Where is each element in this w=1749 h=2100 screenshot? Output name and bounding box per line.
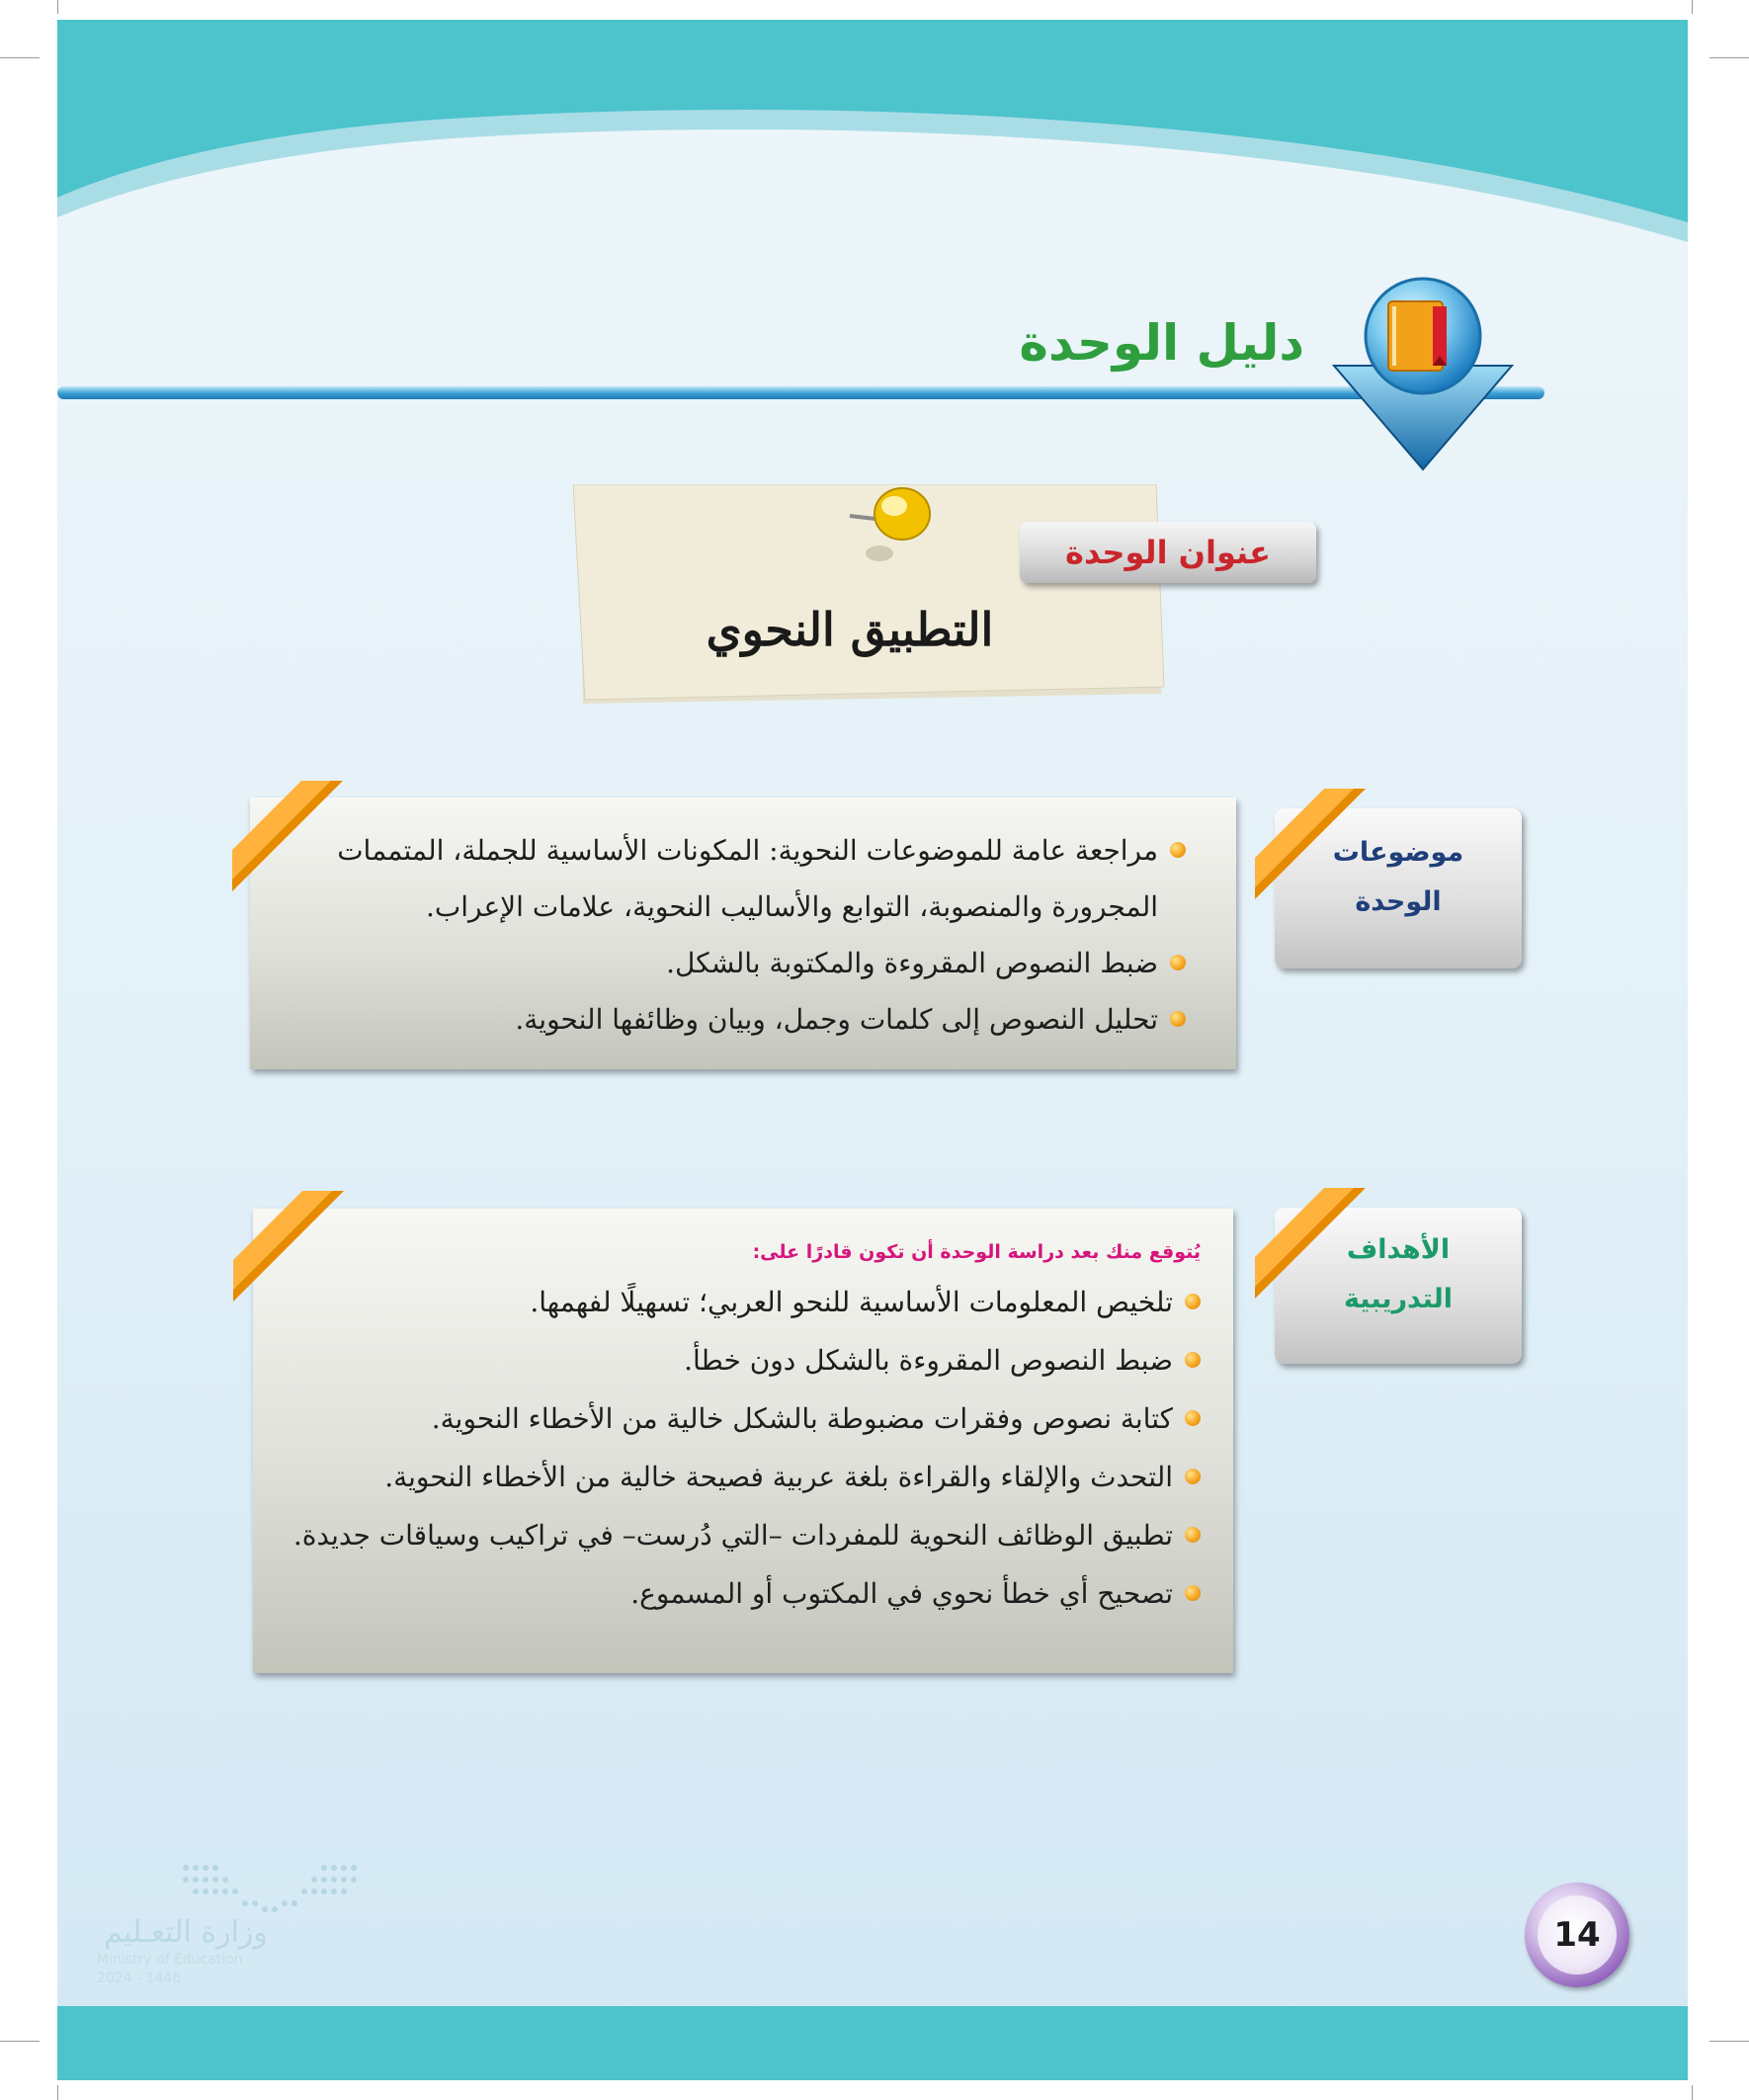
ribbon-corner [1255, 789, 1374, 907]
crop-mark [1709, 57, 1749, 58]
ribbon-corner [1255, 1188, 1374, 1306]
crop-mark [1709, 2041, 1749, 2042]
topics-label-line1: موضوعات [1332, 837, 1464, 868]
list-item [287, 1448, 1201, 1506]
list-item [287, 1331, 1201, 1389]
crop-mark [0, 2041, 40, 2042]
bullet-icon [1185, 1527, 1201, 1543]
objectives-label-line1: الأهداف [1346, 1234, 1451, 1265]
list-item [287, 1564, 1201, 1623]
list-item [287, 1389, 1201, 1448]
unit-title: التطبيق النحوي [706, 603, 994, 656]
list-item-text: التحدث والإلقاء والقراءة بلغة عربية فصيحة خالية من الأخطاء النحوية. [384, 1461, 1173, 1493]
crop-mark [1692, 0, 1693, 14]
bullet-icon [1185, 1410, 1201, 1426]
bullet-icon [1170, 1011, 1186, 1027]
book-icon [1329, 277, 1517, 474]
objectives-label-line2: التدريبية [1343, 1284, 1454, 1314]
bullet-icon [1185, 1294, 1201, 1309]
list-item [287, 1506, 1201, 1564]
bullet-icon [1185, 1585, 1201, 1601]
list-item-text: كتابة نصوص وفقرات مضبوطة بالشكل خالية من الأخطاء النحوية. [431, 1402, 1173, 1435]
unit-title-tag: عنوان الوحدة [1020, 522, 1316, 583]
crop-mark [0, 57, 40, 58]
topics-label-line2: الوحدة [1355, 886, 1442, 917]
list-item-text: تصحيح أي خطأ نحوي في المكتوب أو المسموع. [630, 1577, 1173, 1610]
bottom-band [57, 2006, 1688, 2080]
bullet-icon [1185, 1352, 1201, 1368]
list-item-text: ضبط النصوص المقروءة بالشكل دون خطأ. [684, 1344, 1173, 1377]
list-item-text: تلخيص المعلومات الأساسية للنحو العربي؛ تسهيلًا لفهمها. [530, 1286, 1173, 1318]
list-item-text: تحليل النصوص إلى كلمات وجمل، وبيان وظائفها النحوية. [515, 1003, 1158, 1036]
bullet-icon [1170, 842, 1186, 858]
bullet-icon [1185, 1469, 1201, 1484]
guide-bar [57, 386, 1544, 399]
bullet-icon [1170, 955, 1186, 970]
list-item [296, 822, 1186, 935]
page-number: 14 [1538, 1895, 1617, 1974]
list-item [287, 1273, 1201, 1331]
ministry-year: 2024 - 1446 [97, 1971, 182, 1986]
crop-mark [57, 2085, 58, 2100]
ministry-name-en: Ministry of Education [97, 1952, 243, 1968]
page-number-badge [1525, 1883, 1629, 1987]
pushpin-icon [845, 482, 934, 561]
top-wave-band [57, 20, 1688, 257]
list-item [296, 935, 1186, 991]
list-item-text: تطبيق الوظائف النحوية للمفردات –التي دُرست– في تراكيب وسياقات جديدة. [292, 1519, 1173, 1552]
list-item [296, 991, 1186, 1048]
ministry-name: وزارة التعـليم [104, 1915, 268, 1950]
list-item-text: مراجعة عامة للموضوعات النحوية: المكونات الأساسية للجملة، المتممات المجرورة والمنصوبة، التوابع والأساليب النحوية، علامات الإعراب. [337, 834, 1158, 923]
list-item-text: ضبط النصوص المقروءة والمكتوبة بالشكل. [666, 947, 1158, 979]
objectives-list [287, 1237, 1201, 1623]
page-title: دليل الوحدة [1019, 314, 1304, 372]
topics-list [296, 822, 1186, 1048]
crop-mark [1692, 2085, 1693, 2100]
crop-mark [57, 0, 58, 14]
objectives-intro: يُتوقع منك بعد دراسة الوحدة أن تكون قادرًا على: [752, 1241, 1201, 1263]
